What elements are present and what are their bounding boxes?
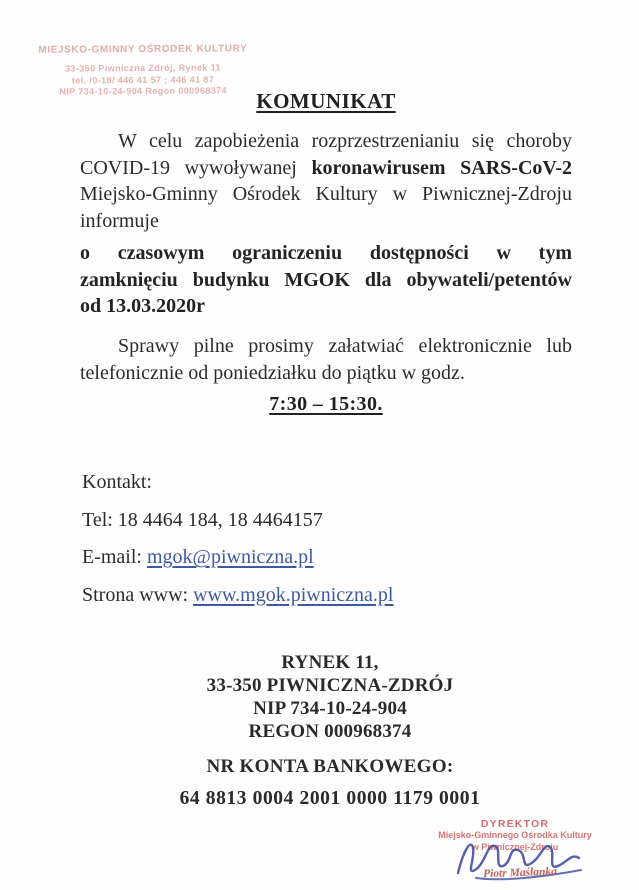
paragraph-intro — [80, 128, 572, 234]
address-city: 33-350 PIWNICZNA-ZDRÓJ — [206, 675, 454, 696]
contact-phone: Tel: 18 4464 184, 18 4464157 — [82, 508, 323, 531]
director-name: Piotr Maślanka — [482, 865, 558, 881]
stamp-address: 33-350 Piwniczna Zdrój, Rynek 11 — [65, 62, 221, 74]
director-stamp-title: DYREKTOR — [480, 818, 550, 830]
paragraph-urgent-line1: Sprawy pilne prosimy załatwiać elektronicznie lub — [118, 335, 572, 357]
address-regon: REGON 000968374 — [248, 721, 412, 742]
office-hours: 7:30 – 15:30. — [269, 393, 383, 415]
paragraph-intro-line2-normal: COVID-19 wywoływanej — [80, 156, 312, 179]
director-stamp — [420, 818, 610, 853]
website-link[interactable]: www.mgok.piwniczna.pl — [193, 583, 394, 606]
paragraph-intro-line1: W celu zapobieżenia rozprzestrzenianiu się choroby — [118, 130, 572, 152]
bank-account-number: 64 8813 0004 2001 0000 1179 0001 — [179, 788, 481, 809]
contact-www-label: Strona www: — [82, 583, 194, 606]
bank-account-heading: NR KONTA BANKOWEGO: — [206, 756, 454, 777]
address-street: RYNEK 11, — [281, 652, 379, 673]
paragraph-announcement — [80, 240, 572, 320]
contact-email-label: E-mail: — [82, 546, 147, 568]
paragraph-intro-line2-bold: koronawirusem SARS-CoV-2 — [311, 156, 572, 179]
contact-heading: Kontakt: — [82, 471, 152, 493]
paragraph-announcement-line2: zamknięciu budynku MGOK dla obywateli/petentów — [80, 268, 572, 291]
paragraph-announcement-line3: od 13.03.2020r — [80, 295, 205, 317]
contact-email-line — [82, 543, 542, 581]
paragraph-urgent-line2: telefonicznie od poniedziałku do piątku w godz. — [80, 361, 465, 384]
paragraph-intro-line4: informuje — [80, 209, 159, 232]
paragraph-intro-line2 — [80, 155, 572, 182]
director-stamp-city: w Piwnicznej-Zdroju — [471, 841, 559, 852]
director-stamp-org: Miejsko-Gminnego Ośrodka Kultury — [438, 830, 592, 840]
address-nip: NIP 734-10-24-904 — [253, 698, 407, 719]
paragraph-urgent-matters — [80, 333, 572, 386]
stamp-phone: tel. /0-18/ 446 41 57 ; 446 41 87 — [71, 74, 215, 85]
stamp-org-name: MIEJSKO-GMINNY OŚRODEK KULTURY — [38, 43, 248, 56]
email-link[interactable]: mgok@piwniczna.pl — [146, 546, 314, 568]
stamp-nip-regon: NIP 734-10-24-904 Regon 000968374 — [59, 85, 227, 97]
contact-section — [82, 468, 542, 618]
paragraph-announcement-line1: o czasowym ograniczeniu dostępności w tym — [80, 242, 572, 264]
document-title: KOMUNIKAT — [256, 89, 396, 113]
address-block — [80, 651, 580, 810]
contact-www-line — [82, 581, 542, 619]
paragraph-intro-line3: Miejsko-Gminny Ośrodek Kultury w Piwnicznej-Zdroju — [80, 183, 572, 205]
